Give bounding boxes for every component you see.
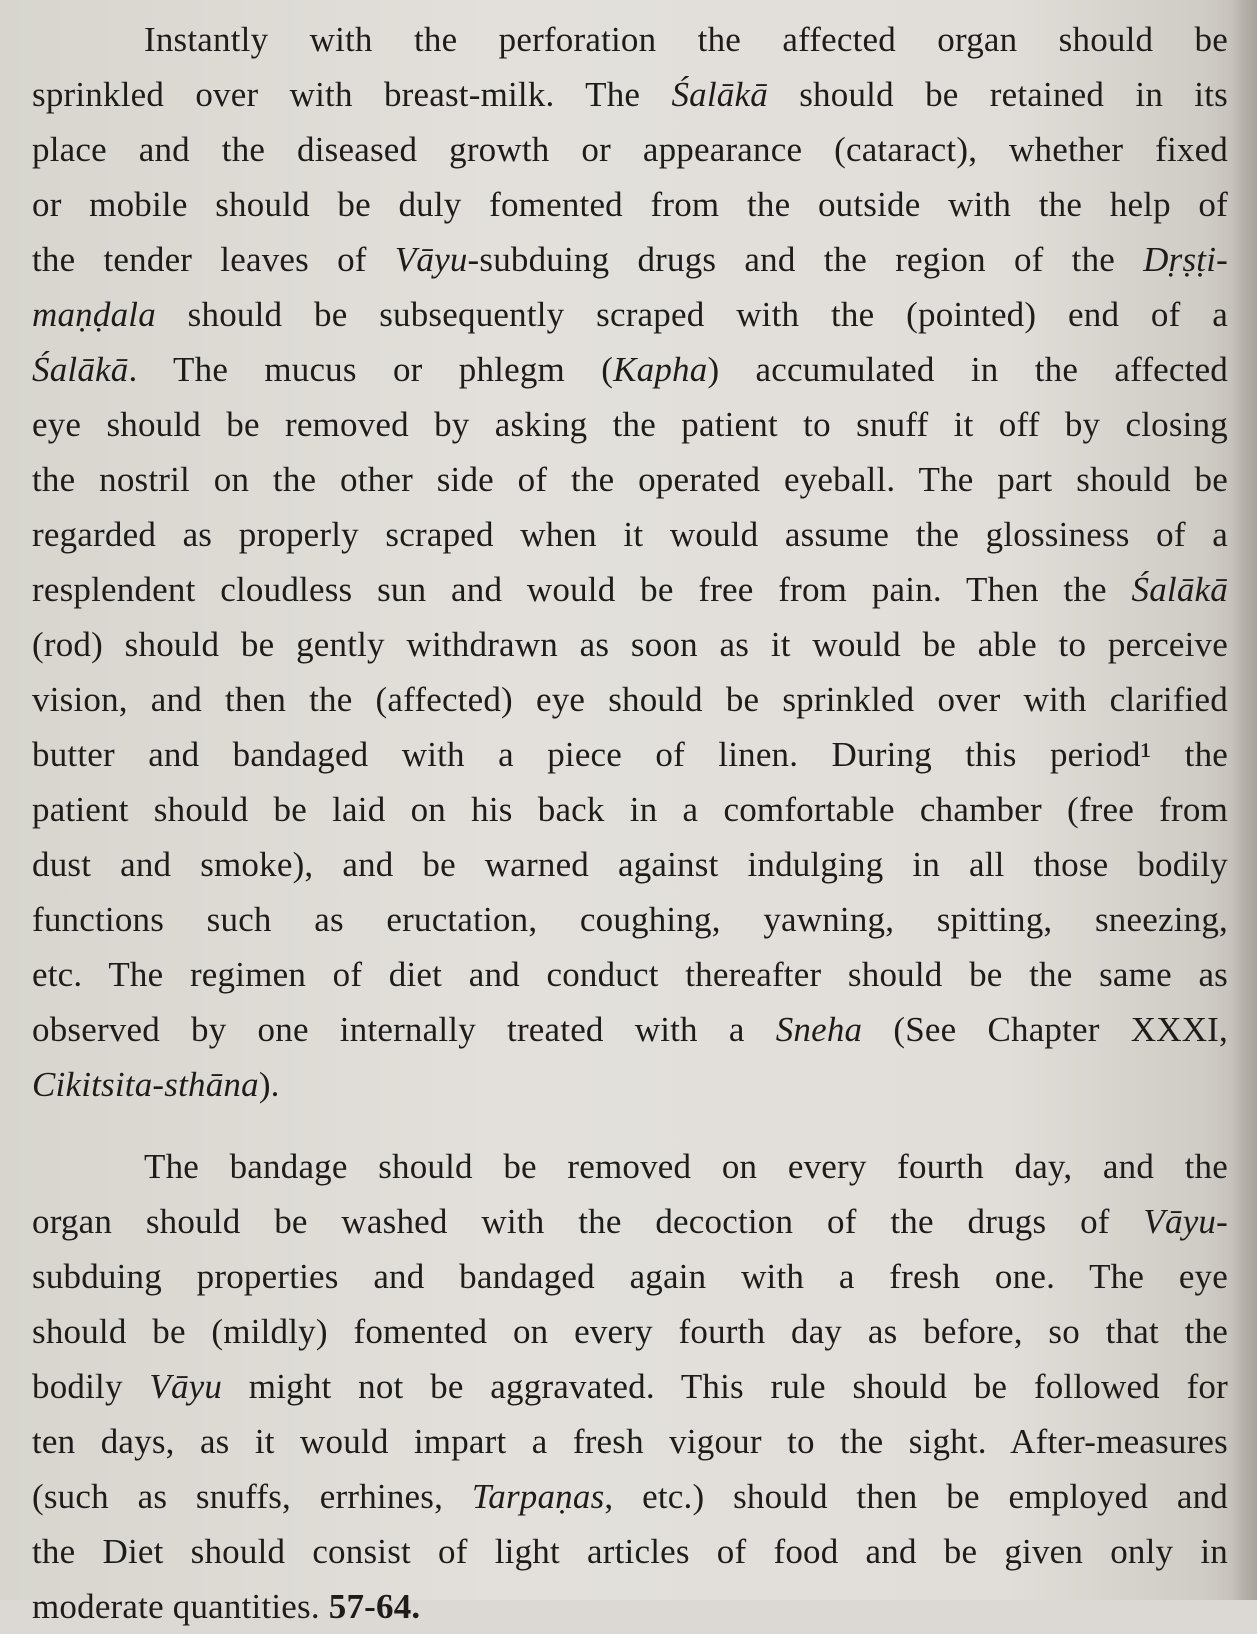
text-run: ) accumulated in the affected <box>707 350 1228 389</box>
text-run: , etc.) should then be employed and <box>604 1477 1228 1516</box>
text-line <box>32 947 1228 1002</box>
page-text <box>32 12 1228 1634</box>
italic-term: Vāyu <box>394 240 468 279</box>
text-run: might not be aggravated. This rule should be followed for <box>222 1367 1228 1406</box>
text-run: butter and bandaged with a piece of linen. During this period¹ the <box>32 735 1228 774</box>
text-run: functions such as eructation, coughing, yawning, spitting, sneezing, <box>32 900 1228 939</box>
text-run: ). <box>258 1065 280 1104</box>
text-line <box>32 177 1228 232</box>
text-run: the nostril on the other side of the operated eyeball. The part should be <box>32 460 1228 499</box>
italic-term: Kapha <box>613 350 708 389</box>
text-line <box>32 782 1228 837</box>
text-run: etc. The regimen of diet and conduct thereafter should be the same as <box>32 955 1228 994</box>
paragraph <box>32 1139 1228 1634</box>
text-line <box>32 617 1228 672</box>
text-line <box>32 1002 1228 1057</box>
text-run: observed by one internally treated with a <box>32 1010 776 1049</box>
text-run: bodily <box>32 1367 150 1406</box>
text-run: eye should be removed by asking the patient to snuff it off by closing <box>32 405 1228 444</box>
text-line <box>32 1057 1228 1112</box>
text-line <box>32 1359 1228 1414</box>
text-run: regarded as properly scraped when it would assume the glossiness of a <box>32 515 1228 554</box>
text-run: sprinkled over with breast-milk. The <box>32 75 672 114</box>
italic-term: Sneha <box>775 1010 863 1049</box>
italic-term: Vāyu <box>149 1367 223 1406</box>
italic-term: Dṛṣṭi- <box>1143 240 1228 279</box>
text-run: Instantly with the perforation the affected organ should be <box>144 20 1228 59</box>
text-line <box>32 1524 1228 1579</box>
text-line <box>32 452 1228 507</box>
text-run: organ should be washed with the decoction of the drugs of <box>32 1202 1144 1241</box>
verse-reference: 57-64. <box>328 1587 421 1626</box>
text-line <box>32 1194 1228 1249</box>
text-run: -subduing drugs and the region of the <box>467 240 1144 279</box>
italic-term: Śalākā <box>671 75 768 114</box>
text-line <box>32 12 1228 67</box>
text-line <box>32 1139 1228 1194</box>
text-line <box>32 1579 1228 1634</box>
text-run: dust and smoke), and be warned against indulging in all those bodily <box>32 845 1228 884</box>
italic-term: Cikitsita-sthāna <box>32 1065 259 1104</box>
text-run: place and the diseased growth or appearance (cataract), whether fixed <box>32 130 1228 169</box>
text-run: resplendent cloudless sun and would be free from pain. Then the <box>32 570 1132 609</box>
text-run: the tender leaves of <box>32 240 395 279</box>
text-run: vision, and then the (affected) eye should be sprinkled over with clarified <box>32 680 1228 719</box>
text-line <box>32 892 1228 947</box>
text-run: should be retained in its <box>767 75 1228 114</box>
text-run: ten days, as it would impart a fresh vigour to the sight. After-measures <box>32 1422 1228 1461</box>
text-run: should be subsequently scraped with the (pointed) end of a <box>155 295 1228 334</box>
text-line <box>32 837 1228 892</box>
text-line <box>32 672 1228 727</box>
text-line <box>32 507 1228 562</box>
text-line <box>32 342 1228 397</box>
text-line <box>32 287 1228 342</box>
paragraph <box>32 12 1228 1112</box>
text-run: the Diet should consist of light articles of food and be given only in <box>32 1532 1228 1571</box>
text-run: patient should be laid on his back in a comfortable chamber (free from <box>32 790 1228 829</box>
italic-term: maṇḍala <box>32 295 156 334</box>
text-run: . The mucus or phlegm ( <box>128 350 614 389</box>
text-run: moderate quantities. <box>32 1587 329 1626</box>
text-line <box>32 1414 1228 1469</box>
italic-term: Tarpaṇas <box>471 1477 605 1516</box>
text-line <box>32 397 1228 452</box>
text-line <box>32 562 1228 617</box>
italic-term: Śalākā <box>1131 570 1228 609</box>
italic-term: Vāyu- <box>1143 1202 1228 1241</box>
text-run: (rod) should be gently withdrawn as soon as it would be able to perceive <box>32 625 1228 664</box>
text-line <box>32 122 1228 177</box>
text-run: (See Chapter XXXI, <box>862 1010 1228 1049</box>
text-line <box>32 1249 1228 1304</box>
italic-term: Śalākā <box>32 350 129 389</box>
text-line <box>32 727 1228 782</box>
text-run: subduing properties and bandaged again with a fresh one. The eye <box>32 1257 1228 1296</box>
text-line <box>32 67 1228 122</box>
text-run: should be (mildly) fomented on every fourth day as before, so that the <box>32 1312 1228 1351</box>
text-run: (such as snuffs, errhines, <box>32 1477 472 1516</box>
text-line <box>32 1304 1228 1359</box>
text-run: The bandage should be removed on every fourth day, and the <box>144 1147 1228 1186</box>
text-line <box>32 232 1228 287</box>
text-run: or mobile should be duly fomented from the outside with the help of <box>32 185 1228 224</box>
text-line <box>32 1469 1228 1524</box>
